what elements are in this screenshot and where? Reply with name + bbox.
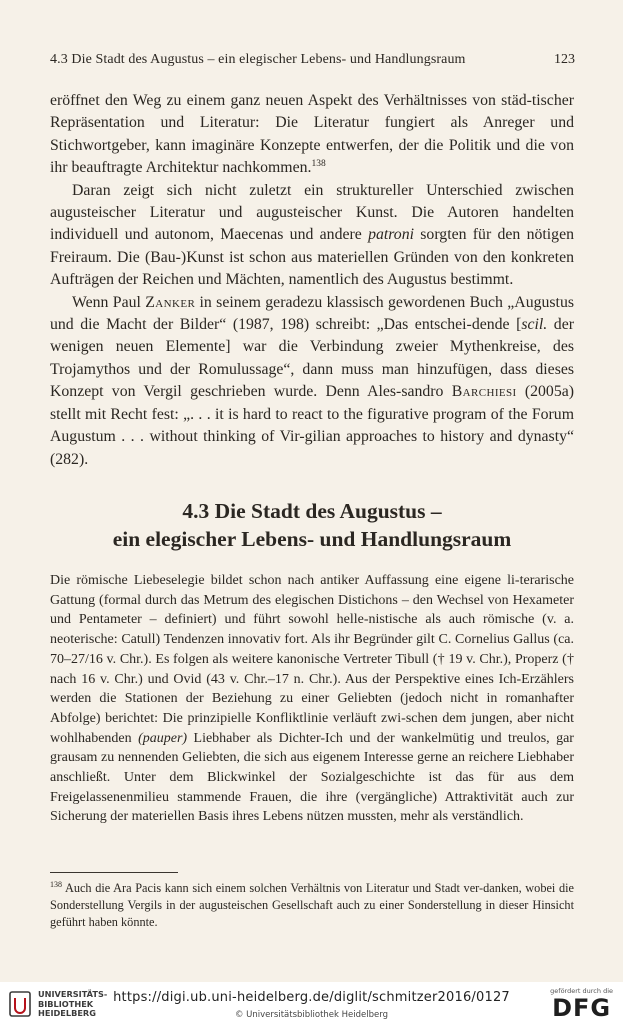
footnote-text: Auch die Ara Pacis kann sich einem solchen Verhältnis von Literatur und Stadt ver-danken, wobei die Sonderstellung Vergils in der augusteischen Gesellschaft auch zu einer Sonderstellung in dieser Hinsicht geführt haben könnte.: [50, 881, 574, 929]
paragraph-3: [50, 292, 574, 471]
paragraph-3-text-a: Wenn Paul: [72, 293, 146, 311]
running-title: 4.3 Die Stadt des Augustus – ein elegischer Lebens- und Handlungsraum: [50, 52, 466, 67]
paragraph-3-text-b: in seinem geradezu klassisch gewordenen Buch „Augustus und die Macht der Bilder“ (1987, 198) schreibt: „Das entschei-dende [: [50, 293, 574, 334]
section-text-a: Die römische Liebeselegie bildet schon nach antiker Auffassung eine eigene li-terarische Gattung (formal durch das Metrum des elegischen Distichons – den Wechsel von Hexameter und Pentameter – definiert) und führt sowohl helle-nistische als auch römische (v. a. neoterische: Catull) Tendenzen innovativ fort. Als ihr Begründer gilt C. Cornelius Gallus (ca. 70–27/16 v. Chr.). Es folgen als weitere kanonische Vertreter Tibull († 19 v. Chr.), Properz († nach 16 v. Chr.) und Ovid (43 v. Chr.–17 n. Chr.). Aus der Perspektive eines Ich-Erzählers werden die Stationen der Beziehung zu einer Geliebten (jedoch nicht in romanhafter Abfolge) berichtet: Die prinzipielle Konfliktlinie verläuft zwi-schen dem jungen, aber nicht wohlhabenden: [50, 573, 574, 746]
funding-note: gefördert durch die: [550, 987, 613, 995]
body-text: [50, 90, 574, 471]
footnote-number: 138: [50, 880, 62, 889]
page-number: 123: [554, 52, 575, 67]
paragraph-2-text-after: sorgten für den nötigen Freiraum. Die (Bau-)Kunst ist schon aus materiellen Gründen von den konkreten Aufträgen der Reichen und Mächten, namentlich des Augustus bestimmt.: [50, 226, 574, 289]
section-heading-line-2: ein elegischer Lebens- und Handlungsraum: [112, 527, 512, 551]
author-name-zanker: Zanker: [145, 293, 196, 311]
italic-scil: scil.: [521, 316, 548, 334]
paragraph-2: [50, 180, 574, 292]
footnote: [50, 880, 574, 931]
section-paragraph: [50, 571, 574, 827]
library-line-2: BIBLIOTHEK: [38, 998, 94, 1009]
paragraph-3-text-c: der wenigen neuen Elemente] war die Verbindung zweier Mythenkreise, des Trojamythos und der Romulussage“, dann muss man hinzufügen, dass dieses Konzept von Vergil geschrieben wurde. Denn Ales-sandro: [50, 316, 574, 401]
italic-pauper: (pauper): [138, 730, 188, 746]
library-line-1: UNIVERSITÄTS-: [38, 989, 108, 999]
paragraph-3-text-d: (2005a) stellt mit Recht fest: „. . . it is hard to react to the figurative program of the Forum Augustum . . . without thinking of Vir-gilian approaches to history and dynasty“ (282).: [50, 383, 574, 468]
viewer-footer: [0, 982, 623, 1027]
permalink[interactable]: https://digi.ub.uni-heidelberg.de/diglit/schmitzer2016/0127: [113, 990, 510, 1005]
paragraph-1-text: eröffnet den Weg zu einem ganz neuen Aspekt des Verhältnisses von städ-tischer Repräsentation und Literatur: Die Literatur fungiert als Anreger und Stichwortgeber, kann imaginäre Konzepte entwerfen, der die Politik und die von ihr beauftragte Architektur nachkommen.: [50, 92, 574, 177]
section-heading: [50, 497, 574, 553]
section-text-b: Liebhaber als Dichter-Ich und der wankelmütig und treulos, gar grausam zu nennenden Geliebten, die sich aus eigenem Interesse gerne an reichere Liebhaber anschließt. Unter dem Blickwinkel der Sozialgeschichte ist das für aus dem Freigelassenenmilieu stammende Frauen, die ihre (vergängliche) Attraktivität auch zur Sicherung der materiellen Basis ihres Lebens nützen mussten, mehr als verständlich.: [50, 730, 574, 825]
section-text: [50, 571, 574, 827]
running-head: [50, 52, 575, 68]
library-line-3: HEIDELBERG: [38, 1008, 96, 1018]
footnote-rule: [50, 872, 178, 873]
author-name-barchiesi: Barchiesi: [451, 383, 517, 401]
copyright: © Universitätsbibliothek Heidelberg: [234, 1010, 388, 1020]
section-heading-line-1: 4.3 Die Stadt des Augustus –: [182, 499, 442, 523]
paragraph-1: [50, 90, 574, 180]
dfg-logo[interactable]: [550, 987, 613, 1021]
paragraph-2-text: Daran zeigt sich nicht zuletzt ein struktureller Unterschied zwischen augusteischer Literatur und augusteischer Kunst. Die Autoren handelten individuell und autonom, Maecenas und andere: [50, 181, 574, 244]
italic-term: patroni: [368, 226, 414, 244]
footnote-ref[interactable]: 138: [311, 159, 326, 170]
funder-name: DFG: [552, 994, 612, 1022]
